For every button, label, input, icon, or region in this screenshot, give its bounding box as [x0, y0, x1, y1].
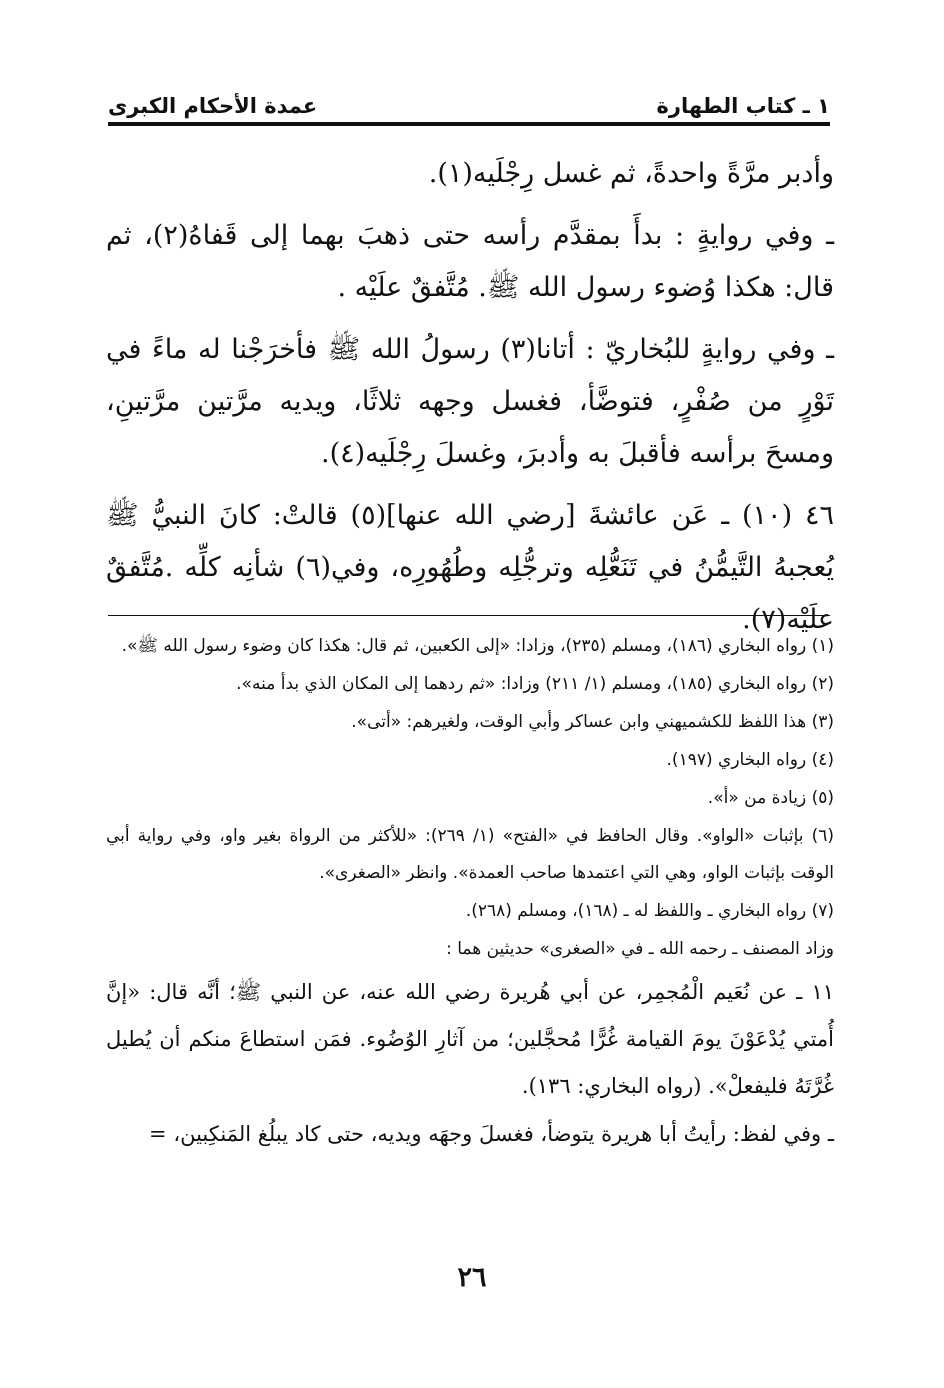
footnote: (٣) هذا اللفظ للكشميهني وابن عساكر وأبي الوقت، ولغيرهم: «أتى». — [351, 712, 834, 732]
page-number: ٢٦ — [457, 1262, 487, 1293]
footnote: (٢) رواه البخاري (١٨٥)، ومسلم (١/ ٢١١) وزادا: «ثم ردهما إلى المكان الذي بدأ منه». — [236, 674, 834, 694]
paragraph: ـ وفي روايةٍ : بدأَ بمقدَّم رأسه حتى ذهبَ بهما إلى قَفاهُ(٢)، ثم قال: هكذا وُضوء رسول الله ﷺ. مُتَّفقٌ علَيْه . — [106, 220, 834, 303]
footnote: (٦) بإثبات «الواو». وقال الحافظ في «الفتح» (١/ ٢٦٩): «للأكثر من الرواة بغير واو، وفي رواية أبي الوقت بإثبات الواو، وهي التي اعتمدها صاحب العمدة». وانظر «الصغرى». — [106, 826, 835, 883]
addition-intro: وزاد المصنف ـ رحمه الله ـ في «الصغرى» حديثين هما : — [446, 939, 834, 959]
main-text — [106, 148, 834, 656]
footnote: (٤) رواه البخاري (١٩٧). — [666, 750, 834, 770]
footnote-separator — [108, 615, 830, 616]
book-title: عمدة الأحكام الكبرى — [108, 94, 318, 118]
footnote: (٥) زيادة من «أ». — [707, 788, 834, 808]
paragraph: وأدبر مرَّةً واحدةً، ثم غسل رِجْلَيه(١). — [428, 158, 834, 189]
hadith-paragraph: ٤٦ (١٠) ـ عَن عائشةَ [رضي الله عنها](٥) قالتْ: كانَ النبيُّ ﷺ يُعجبهُ التَّيمُّنُ في تَنَعُّلِه وترجُّلِه وطُهُورِه، وفي(٦) شأنِه كلِّه .مُتَّفقٌ علَيْه(٧). — [106, 500, 834, 635]
footnote: (١) رواه البخاري (١٨٦)، ومسلم (٢٣٥)، وزادا: «إلى الكعبين، ثم قال: هكذا كان وضوء رسول الله ﷺ». — [121, 636, 834, 656]
paragraph: ـ وفي روايةٍ للبُخاريّ : أتانا(٣) رسولُ الله ﷺ فأخرَجْنا له ماءً في تَوْرٍ من صُفْرٍ، فتوضَّأ، فغسل وجهه ثلاثًا، ويديه مرَّتين مرَّتينِ، ومسحَ برأسه فأقبلَ به وأدبرَ، وغسلَ رِجْلَيه(٤). — [106, 334, 834, 469]
addition-hadith: ١١ ـ عن نُعَيم الْمُجمِر، عن أبي هُريرة رضي الله عنه، عن النبي ﷺ؛ أنَّه قال: «إنَّ أُمتي يُدْعَوْنَ يومَ القيامة غُرًّا مُحجَّلين؛ من آثارِ الوُضُوء. فمَن استطاعَ منكم أن يُطيل غُرَّتَهُ فليفعلْ». (رواه البخاري: ١٣٦). — [106, 980, 834, 1098]
addition-hadith: ـ وفي لفظ: رأيتُ أبا هريرة يتوضأ، فغسلَ وجهَه ويديه، حتى كاد يبلُغ المَنكِبين، = — [149, 1122, 834, 1146]
chapter-title: ١ ـ كتاب الطهارة — [656, 94, 830, 118]
footnote: (٧) رواه البخاري ـ واللفظ له ـ (١٦٨)، ومسلم (٢٦٨). — [465, 901, 834, 921]
footnotes — [106, 628, 834, 1159]
running-header — [108, 92, 830, 126]
